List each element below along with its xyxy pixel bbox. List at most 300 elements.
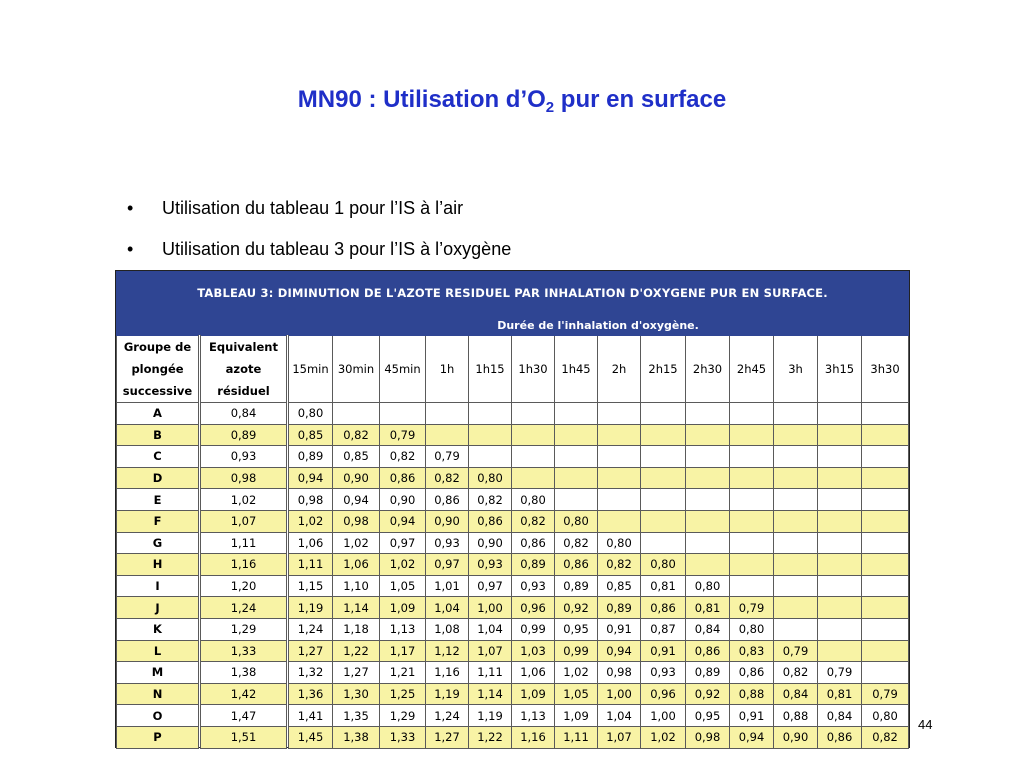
equivalent-cell: 1,51: [200, 726, 288, 748]
value-cell: 0,99: [512, 618, 555, 640]
value-cell: [774, 510, 818, 532]
value-cell: [598, 467, 641, 489]
value-cell: [730, 575, 774, 597]
value-cell: 0,80: [512, 489, 555, 511]
table-title: TABLEAU 3: DIMINUTION DE L'AZOTE RESIDUEL PAR INHALATION D'OXYGENE PUR EN SURFACE.: [117, 272, 909, 315]
value-cell: [862, 424, 909, 446]
group-column-header: [117, 336, 200, 403]
value-cell: 0,94: [598, 640, 641, 662]
value-cell: 1,10: [333, 575, 380, 597]
value-cell: 0,79: [426, 446, 469, 468]
duration-column-header: 1h30: [512, 336, 555, 403]
group-cell: H: [117, 554, 200, 576]
value-cell: 0,94: [730, 726, 774, 748]
value-cell: 1,12: [426, 640, 469, 662]
value-cell: [774, 532, 818, 554]
value-cell: [380, 403, 426, 425]
value-cell: 0,89: [686, 662, 730, 684]
group-header-line: successive: [122, 384, 193, 398]
value-cell: 1,27: [426, 726, 469, 748]
value-cell: [686, 554, 730, 576]
group-cell: C: [117, 446, 200, 468]
value-cell: [598, 403, 641, 425]
table-row: [117, 662, 909, 684]
value-cell: 1,22: [469, 726, 512, 748]
duration-column-header: 2h30: [686, 336, 730, 403]
value-cell: [774, 554, 818, 576]
value-cell: [686, 510, 730, 532]
value-cell: 0,93: [512, 575, 555, 597]
value-cell: 1,24: [288, 618, 333, 640]
value-cell: 0,97: [426, 554, 469, 576]
value-cell: 0,86: [818, 726, 862, 748]
group-cell: F: [117, 510, 200, 532]
value-cell: 0,79: [862, 683, 909, 705]
value-cell: 1,14: [333, 597, 380, 619]
value-cell: 0,90: [774, 726, 818, 748]
value-cell: [862, 618, 909, 640]
value-cell: 0,82: [380, 446, 426, 468]
equiv-header-line: résiduel: [217, 384, 270, 398]
table-row: [117, 446, 909, 468]
value-cell: 0,84: [818, 705, 862, 727]
bullet-dot-icon: •: [127, 239, 134, 259]
value-cell: 1,27: [288, 640, 333, 662]
duration-column-header: 2h: [598, 336, 641, 403]
value-cell: [469, 403, 512, 425]
value-cell: 0,86: [641, 597, 686, 619]
value-cell: 1,04: [598, 705, 641, 727]
value-cell: [686, 532, 730, 554]
duration-column-header: 15min: [288, 336, 333, 403]
value-cell: 0,92: [555, 597, 598, 619]
value-cell: 1,02: [641, 726, 686, 748]
value-cell: [818, 424, 862, 446]
value-cell: [555, 489, 598, 511]
table-row: [117, 424, 909, 446]
value-cell: 1,05: [380, 575, 426, 597]
group-cell: G: [117, 532, 200, 554]
page-number: 44: [918, 717, 933, 732]
value-cell: 1,04: [469, 618, 512, 640]
value-cell: 0,82: [333, 424, 380, 446]
value-cell: 1,32: [288, 662, 333, 684]
value-cell: 0,79: [818, 662, 862, 684]
value-cell: 0,84: [686, 618, 730, 640]
value-cell: 1,27: [333, 662, 380, 684]
group-cell: J: [117, 597, 200, 619]
value-cell: 0,98: [333, 510, 380, 532]
value-cell: [641, 424, 686, 446]
value-cell: [862, 597, 909, 619]
table-row: [117, 575, 909, 597]
group-cell: B: [117, 424, 200, 446]
value-cell: 1,18: [333, 618, 380, 640]
value-cell: [333, 403, 380, 425]
value-cell: [818, 532, 862, 554]
value-cell: [730, 532, 774, 554]
value-cell: [730, 510, 774, 532]
value-cell: [862, 640, 909, 662]
value-cell: [862, 467, 909, 489]
value-cell: [730, 424, 774, 446]
value-cell: 0,80: [641, 554, 686, 576]
slide-title-subscript: 2: [545, 99, 555, 116]
value-cell: 0,82: [774, 662, 818, 684]
value-cell: 1,09: [512, 683, 555, 705]
value-cell: 0,80: [288, 403, 333, 425]
value-cell: 1,35: [333, 705, 380, 727]
table-row: [117, 403, 909, 425]
value-cell: 1,22: [333, 640, 380, 662]
value-cell: 1,11: [288, 554, 333, 576]
table-header-row: [117, 336, 909, 403]
group-header-line: Groupe de: [123, 340, 192, 354]
value-cell: 0,80: [862, 705, 909, 727]
value-cell: 0,79: [774, 640, 818, 662]
value-cell: 1,11: [469, 662, 512, 684]
slide-title: [0, 86, 1024, 116]
value-cell: [641, 403, 686, 425]
value-cell: 1,02: [555, 662, 598, 684]
table-row: [117, 705, 909, 727]
value-cell: [774, 575, 818, 597]
value-cell: [818, 446, 862, 468]
equivalent-cell: 1,16: [200, 554, 288, 576]
value-cell: 0,85: [598, 575, 641, 597]
value-cell: 0,80: [598, 532, 641, 554]
equivalent-column-header: [200, 336, 288, 403]
value-cell: 0,86: [730, 662, 774, 684]
value-cell: 1,19: [426, 683, 469, 705]
value-cell: 0,93: [641, 662, 686, 684]
value-cell: [598, 446, 641, 468]
value-cell: [774, 618, 818, 640]
value-cell: 1,15: [288, 575, 333, 597]
value-cell: [862, 532, 909, 554]
decompression-table: [115, 270, 910, 748]
equiv-header-line: Equivalent: [209, 340, 278, 354]
slide-title-main: MN90 : Utilisation d’O: [297, 86, 546, 113]
value-cell: [774, 403, 818, 425]
equivalent-cell: 0,84: [200, 403, 288, 425]
value-cell: 1,07: [598, 726, 641, 748]
value-cell: 1,02: [333, 532, 380, 554]
value-cell: [862, 403, 909, 425]
value-cell: 0,98: [598, 662, 641, 684]
value-cell: [686, 489, 730, 511]
value-cell: [774, 446, 818, 468]
value-cell: [862, 662, 909, 684]
value-cell: [469, 446, 512, 468]
value-cell: 0,80: [469, 467, 512, 489]
value-cell: [730, 403, 774, 425]
equivalent-cell: 1,29: [200, 618, 288, 640]
value-cell: 0,80: [730, 618, 774, 640]
value-cell: 0,82: [555, 532, 598, 554]
value-cell: 0,82: [862, 726, 909, 748]
table-row: [117, 467, 909, 489]
value-cell: [555, 446, 598, 468]
value-cell: [686, 467, 730, 489]
value-cell: 1,06: [512, 662, 555, 684]
value-cell: 0,84: [774, 683, 818, 705]
value-cell: 1,19: [288, 597, 333, 619]
value-cell: [730, 489, 774, 511]
value-cell: 0,80: [555, 510, 598, 532]
value-cell: 0,83: [730, 640, 774, 662]
slide-title-tail: pur en surface: [554, 86, 727, 113]
duration-column-header: 3h: [774, 336, 818, 403]
equivalent-cell: 1,11: [200, 532, 288, 554]
value-cell: [818, 640, 862, 662]
value-cell: 0,91: [730, 705, 774, 727]
value-cell: 1,13: [512, 705, 555, 727]
value-cell: 0,81: [818, 683, 862, 705]
value-cell: 1,00: [641, 705, 686, 727]
value-cell: 0,93: [469, 554, 512, 576]
value-cell: [818, 467, 862, 489]
value-cell: [730, 467, 774, 489]
value-cell: 0,82: [598, 554, 641, 576]
value-cell: [686, 403, 730, 425]
value-cell: 1,09: [380, 597, 426, 619]
value-cell: [862, 489, 909, 511]
value-cell: 0,92: [686, 683, 730, 705]
value-cell: 0,95: [686, 705, 730, 727]
value-cell: 0,99: [555, 640, 598, 662]
value-cell: 0,81: [641, 575, 686, 597]
value-cell: [469, 424, 512, 446]
value-cell: 0,86: [555, 554, 598, 576]
bullet-dot-icon: •: [127, 198, 134, 218]
value-cell: 0,96: [641, 683, 686, 705]
group-cell: E: [117, 489, 200, 511]
table-subtitle: Durée de l'inhalation d'oxygène.: [288, 315, 909, 336]
table-row: [117, 640, 909, 662]
equivalent-cell: 1,47: [200, 705, 288, 727]
value-cell: 0,86: [512, 532, 555, 554]
value-cell: 1,06: [333, 554, 380, 576]
equivalent-cell: 1,24: [200, 597, 288, 619]
table-row: [117, 510, 909, 532]
value-cell: [512, 403, 555, 425]
value-cell: 0,89: [555, 575, 598, 597]
duration-column-header: 45min: [380, 336, 426, 403]
value-cell: [686, 424, 730, 446]
value-cell: 0,89: [512, 554, 555, 576]
value-cell: 0,82: [426, 467, 469, 489]
duration-column-header: 30min: [333, 336, 380, 403]
value-cell: [686, 446, 730, 468]
value-cell: 0,90: [380, 489, 426, 511]
value-cell: 0,87: [641, 618, 686, 640]
value-cell: [555, 403, 598, 425]
value-cell: 1,36: [288, 683, 333, 705]
value-cell: 0,90: [469, 532, 512, 554]
value-cell: [512, 446, 555, 468]
value-cell: 0,98: [686, 726, 730, 748]
equivalent-cell: 1,33: [200, 640, 288, 662]
value-cell: [598, 510, 641, 532]
table-subtitle-row: [117, 315, 909, 336]
value-cell: 1,07: [469, 640, 512, 662]
group-cell: O: [117, 705, 200, 727]
value-cell: 0,79: [730, 597, 774, 619]
duration-column-header: 1h45: [555, 336, 598, 403]
equiv-header-line: azote: [225, 362, 262, 376]
value-cell: [862, 446, 909, 468]
equivalent-cell: 0,93: [200, 446, 288, 468]
table-row: [117, 618, 909, 640]
value-cell: 1,00: [469, 597, 512, 619]
table-row: [117, 489, 909, 511]
value-cell: [426, 424, 469, 446]
value-cell: 1,29: [380, 705, 426, 727]
value-cell: 0,81: [686, 597, 730, 619]
value-cell: 1,16: [426, 662, 469, 684]
value-cell: 1,17: [380, 640, 426, 662]
duration-column-header: 3h30: [862, 336, 909, 403]
equivalent-cell: 1,38: [200, 662, 288, 684]
group-cell: M: [117, 662, 200, 684]
value-cell: 1,03: [512, 640, 555, 662]
value-cell: 0,82: [469, 489, 512, 511]
value-cell: [818, 489, 862, 511]
table-subtitle-spacer: [117, 315, 288, 336]
table-row: [117, 532, 909, 554]
table-row: [117, 597, 909, 619]
value-cell: [774, 489, 818, 511]
value-cell: 0,95: [555, 618, 598, 640]
value-cell: [426, 403, 469, 425]
value-cell: 1,05: [555, 683, 598, 705]
value-cell: [818, 575, 862, 597]
value-cell: [512, 467, 555, 489]
value-cell: [641, 489, 686, 511]
group-cell: A: [117, 403, 200, 425]
value-cell: 0,97: [469, 575, 512, 597]
value-cell: 0,89: [598, 597, 641, 619]
value-cell: 0,86: [469, 510, 512, 532]
bullet-text: Utilisation du tableau 1 pour l’IS à l’air: [162, 198, 464, 218]
value-cell: 0,90: [426, 510, 469, 532]
value-cell: 0,88: [774, 705, 818, 727]
value-cell: 1,24: [426, 705, 469, 727]
table-row: [117, 554, 909, 576]
value-cell: [641, 510, 686, 532]
value-cell: [730, 554, 774, 576]
value-cell: 0,94: [288, 467, 333, 489]
value-cell: 0,86: [426, 489, 469, 511]
value-cell: 0,85: [333, 446, 380, 468]
value-cell: 1,41: [288, 705, 333, 727]
value-cell: 1,02: [380, 554, 426, 576]
value-cell: 1,01: [426, 575, 469, 597]
group-cell: I: [117, 575, 200, 597]
value-cell: [862, 575, 909, 597]
value-cell: [818, 618, 862, 640]
value-cell: 0,89: [288, 446, 333, 468]
value-cell: 1,30: [333, 683, 380, 705]
value-cell: [818, 403, 862, 425]
value-cell: 0,86: [686, 640, 730, 662]
value-cell: [862, 554, 909, 576]
value-cell: 0,91: [598, 618, 641, 640]
value-cell: 1,14: [469, 683, 512, 705]
bullet-list: [127, 195, 511, 277]
value-cell: 1,02: [288, 510, 333, 532]
value-cell: 1,38: [333, 726, 380, 748]
value-cell: [598, 489, 641, 511]
value-cell: [774, 467, 818, 489]
duration-column-header: 3h15: [818, 336, 862, 403]
value-cell: [598, 424, 641, 446]
value-cell: [818, 510, 862, 532]
group-header-line: plongée: [131, 362, 184, 376]
value-cell: [774, 597, 818, 619]
table-row: [117, 683, 909, 705]
value-cell: 1,11: [555, 726, 598, 748]
value-cell: 1,25: [380, 683, 426, 705]
value-cell: 0,85: [288, 424, 333, 446]
value-cell: 1,33: [380, 726, 426, 748]
duration-column-header: 1h: [426, 336, 469, 403]
value-cell: [641, 532, 686, 554]
value-cell: 1,16: [512, 726, 555, 748]
table-grid: [116, 271, 909, 749]
equivalent-cell: 1,20: [200, 575, 288, 597]
value-cell: 1,06: [288, 532, 333, 554]
value-cell: 1,08: [426, 618, 469, 640]
value-cell: 0,94: [333, 489, 380, 511]
value-cell: [641, 467, 686, 489]
value-cell: 1,45: [288, 726, 333, 748]
value-cell: 1,21: [380, 662, 426, 684]
value-cell: 0,86: [380, 467, 426, 489]
table-title-row: [117, 272, 909, 315]
equivalent-cell: 1,07: [200, 510, 288, 532]
value-cell: 1,13: [380, 618, 426, 640]
value-cell: [555, 467, 598, 489]
value-cell: [818, 597, 862, 619]
group-cell: D: [117, 467, 200, 489]
value-cell: 0,80: [686, 575, 730, 597]
value-cell: 0,82: [512, 510, 555, 532]
value-cell: [512, 424, 555, 446]
value-cell: [730, 446, 774, 468]
group-cell: L: [117, 640, 200, 662]
value-cell: 0,91: [641, 640, 686, 662]
value-cell: [862, 510, 909, 532]
equivalent-cell: 1,42: [200, 683, 288, 705]
value-cell: 1,09: [555, 705, 598, 727]
value-cell: [774, 424, 818, 446]
equivalent-cell: 0,89: [200, 424, 288, 446]
value-cell: 0,79: [380, 424, 426, 446]
value-cell: 0,96: [512, 597, 555, 619]
value-cell: 1,04: [426, 597, 469, 619]
value-cell: 1,00: [598, 683, 641, 705]
value-cell: [641, 446, 686, 468]
equivalent-cell: 0,98: [200, 467, 288, 489]
equivalent-cell: 1,02: [200, 489, 288, 511]
value-cell: [818, 554, 862, 576]
table-row: [117, 726, 909, 748]
value-cell: 0,93: [426, 532, 469, 554]
value-cell: 0,88: [730, 683, 774, 705]
value-cell: 0,90: [333, 467, 380, 489]
